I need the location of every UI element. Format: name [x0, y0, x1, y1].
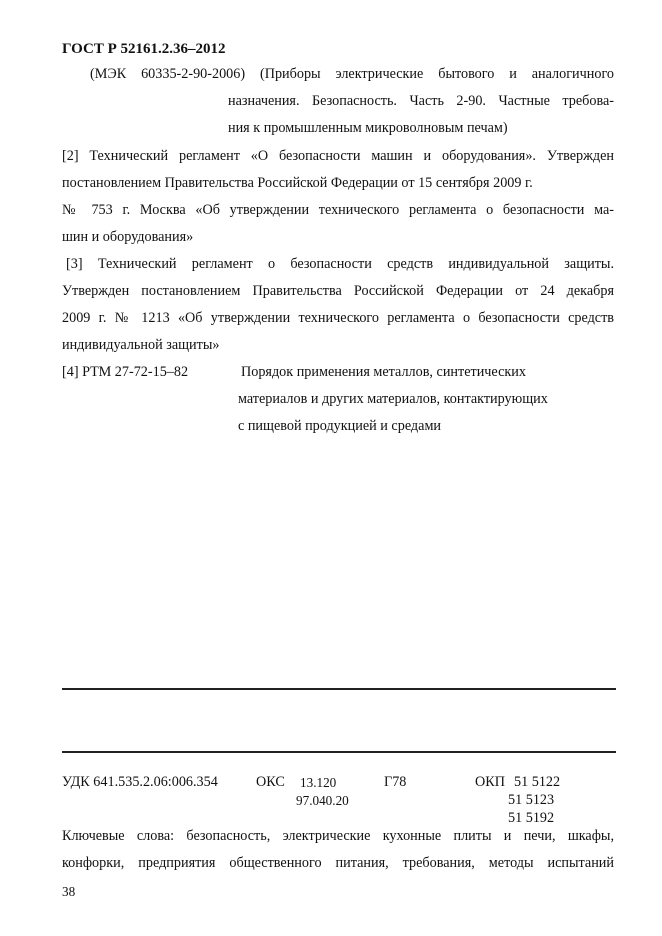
okp-code-2: 51 5123: [508, 792, 555, 808]
iec-reference-line-1: (МЭК 60335-2-90-2006) (Приборы электрические бытового и аналогичного: [90, 66, 614, 82]
reference-2-line-1: [2] Технический регламент «О безопасности машин и оборудования». Утвержден: [62, 148, 614, 164]
udk-code: УДК 641.535.2.06:006.354: [62, 774, 218, 790]
iec-reference-line-3: ния к промышленным микроволновым печам): [228, 120, 508, 136]
reference-2-line-3: № 753 г. Москва «Об утверждении технического регламента о безопасности ма-: [62, 202, 614, 218]
oks-code-2: 97.040.20: [296, 793, 349, 808]
keywords-line-1: Ключевые слова: безопасность, электрические кухонные плиты и печи, шкафы,: [62, 828, 614, 844]
okp-label: ОКП: [475, 774, 505, 790]
iec-reference-line-2: назначения. Безопасность. Часть 2-90. Частные требова-: [228, 93, 614, 109]
oks-label: ОКС: [256, 774, 285, 790]
okp-code-3: 51 5192: [508, 810, 555, 826]
lower-divider: [62, 751, 616, 753]
reference-3-line-3: 2009 г. № 1213 «Об утверждении технического регламента о безопасности средств: [62, 310, 614, 326]
reference-2-line-4: шин и оборудования»: [62, 229, 194, 245]
group-code: Г78: [384, 774, 407, 790]
reference-4-code: [4] РТМ 27-72-15–82: [62, 364, 189, 380]
reference-3-line-1: [3] Технический регламент о безопасности средств индивидуальной защиты.: [66, 256, 614, 272]
reference-4-line-3: с пищевой продукцией и средами: [238, 418, 442, 434]
keywords-line-2: конфорки, предприятия общественного питания, требования, методы испытаний: [62, 855, 614, 871]
oks-code-1: 13.120: [300, 775, 337, 790]
reference-4-line-1: Порядок применения металлов, синтетических: [241, 364, 526, 380]
reference-3-line-2: Утвержден постановлением Правительства Российской Федерации от 24 декабря: [62, 283, 614, 299]
upper-divider: [62, 688, 616, 690]
reference-2-line-2: постановлением Правительства Российской Федерации от 15 сентября 2009 г.: [62, 175, 533, 191]
reference-3-line-4: индивидуальной защиты»: [62, 337, 220, 353]
okp-code-1: 51 5122: [514, 774, 561, 790]
document-title: ГОСТ Р 52161.2.36–2012: [62, 41, 226, 57]
reference-4-line-2: материалов и других материалов, контактирующих: [238, 391, 548, 407]
page-number: 38: [62, 884, 76, 899]
